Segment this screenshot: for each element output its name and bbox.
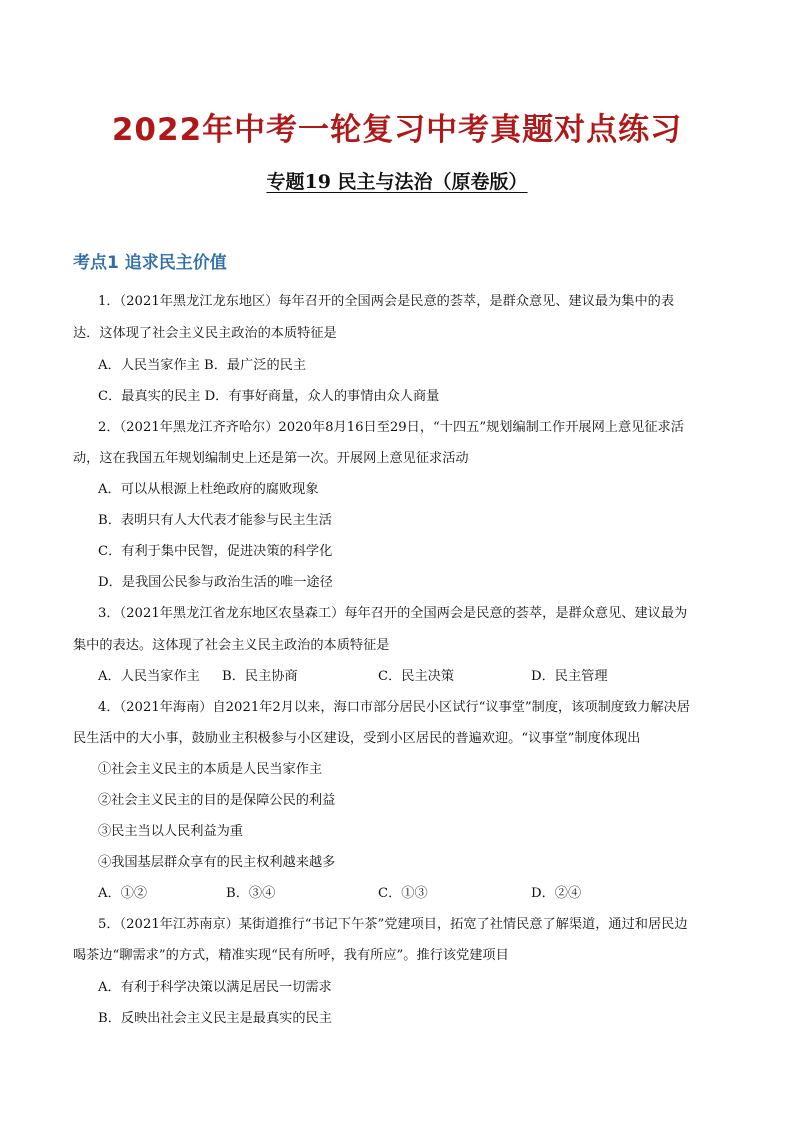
question-3-line-1: 3．（2021年黑龙江省龙东地区农垦森工）每年召开的全国两会是民意的荟萃，是群众意见、建议最为 (98, 606, 688, 621)
question-4-statement-3: ③民主当以人民利益为重 (98, 824, 244, 839)
question-2-option-d: D．是我国公民参与政治生活的唯一途径 (98, 575, 333, 590)
question-1-line-2: 达．这体现了社会主义民主政治的本质特征是 (73, 326, 337, 341)
question-1-options-ab: A．人民当家作主 B．最广泛的民主 (98, 358, 307, 373)
question-4-line-2: 民生活中的大小事，鼓励业主积极参与小区建设，受到小区居民的普遍欢迎。“议事堂”制度体现出 (73, 731, 641, 746)
question-4-option-a: A．①② (98, 886, 148, 901)
question-4-option-c: C．①③ (378, 886, 428, 901)
question-4-statement-4: ④我国基层群众享有的民主权利越来越多 (98, 855, 336, 870)
question-2-option-c: C．有利于集中民智，促进决策的科学化 (98, 544, 333, 559)
question-5-option-a: A．有利于科学决策以满足居民一切需求 (98, 980, 332, 995)
question-1-options-cd: C．最真实的民主 D．有事好商量，众人的事情由众人商量 (98, 389, 440, 404)
question-4-option-b: B．③④ (226, 886, 276, 901)
document-subtitle (0, 167, 794, 194)
question-3-option-b: B．民主协商 (222, 669, 298, 684)
question-5-line-1: 5．（2021年江苏南京）某街道推行“书记下午茶”党建项目，拓宽了社情民意了解渠道，通过和居民边 (98, 917, 688, 932)
question-4-statement-1: ①社会主义民主的本质是人民当家作主 (98, 762, 323, 777)
subtitle-text: 专题19 民主与法治（原卷版） (266, 171, 528, 193)
question-2-option-a: A．可以从根源上杜绝政府的腐败现象 (98, 482, 319, 497)
document-main-title: 2022年中考一轮复习中考真题对点练习 (111, 112, 683, 148)
question-4-line-1: 4．（2021年海南）自2021年2月以来，海口市部分居民小区试行“议事堂”制度，该项制度致力解决居 (98, 700, 690, 715)
question-4-option-d: D．②④ (531, 886, 582, 901)
question-5-option-b: B．反映出社会主义民主是最真实的民主 (98, 1011, 332, 1026)
question-3-option-a: A．人民当家作主 (98, 669, 200, 684)
question-2-option-b: B．表明只有人大代表才能参与民主生活 (98, 513, 332, 528)
question-5-line-2: 喝茶边“聊需求”的方式，精准实现“民有所呼，我有所应”。推行该党建项目 (73, 948, 509, 963)
section-heading: 考点1 追求民主价值 (73, 253, 227, 273)
question-3-option-d: D．民主管理 (531, 669, 608, 684)
question-1-line-1: 1．（2021年黑龙江龙东地区）每年召开的全国两会是民意的荟萃，是群众意见、建议最为集中的表 (98, 294, 675, 309)
question-4-statement-2: ②社会主义民主的目的是保障公民的利益 (98, 793, 336, 808)
question-2-line-2: 动，这在我国五年规划编制史上还是第一次。开展网上意见征求活动 (73, 451, 469, 466)
question-3-line-2: 集中的表达。这体现了社会主义民主政治的本质特征是 (73, 638, 390, 653)
question-2-line-1: 2．（2021年黑龙江齐齐哈尔）2020年8月16日至29日，“十四五”规划编制工作开展网上意见征求活 (98, 420, 684, 435)
question-3-option-c: C．民主决策 (378, 669, 455, 684)
